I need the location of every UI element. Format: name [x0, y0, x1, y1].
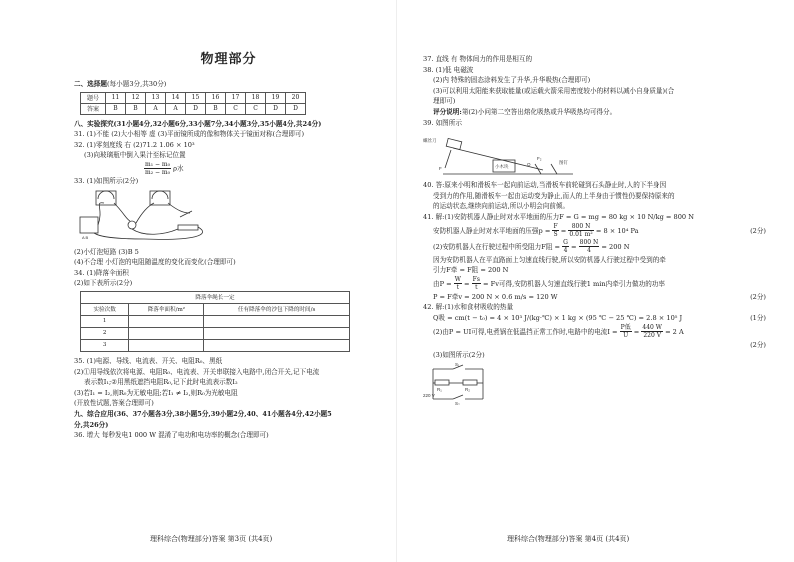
answer-35-3: (3)若I₁ = I₂,则R₀为无敏电阻;若I₁ ≠ I₂,则R₀为光敏电阻: [74, 388, 238, 397]
section-8-heading: 八、实验探究(31小题4分,32小题6分,33小题7分,34小题3分,35小题4分,共24分): [74, 119, 322, 128]
answer-41-4: 因为安防机器人在平直路面上匀速直线行驶,所以安防机器人行驶过程中受到的牵: [433, 255, 666, 264]
answer-33-1: 33. (1)如图所示(2分): [74, 176, 139, 185]
answer-36: 36. 增大 每秒发电1 000 W 混淆了电功和电功率的概念(合理即可): [74, 431, 269, 440]
svg-text:220 V: 220 V: [423, 392, 435, 398]
circuit-diagram-33: [74, 189, 224, 245]
answer-39: 39. 如图所示: [423, 118, 462, 127]
answer-page-4: [397, 0, 794, 562]
table-row: 实验次数 降落伞面积/m² 任有降落伞的沙包下降的时间/s: [81, 303, 350, 315]
table-row: 题号 11 12 13 14 15 16 17 18 19 20: [81, 92, 306, 103]
answer-41-5: 引力F牵 = F阻 = 200 N: [433, 266, 509, 275]
answer-38-1: 38. (1)低 电磁波: [423, 65, 474, 74]
lever-diagram-39: [423, 130, 763, 178]
answer-41-1: 41. 解:(1)安防机器人静止时对水平地面的压力F = G = mg = 80 kg × 10 N/kg = 800 N: [423, 212, 694, 221]
svg-text:R₂: R₂: [465, 386, 470, 392]
answer-42-3: (2)由P = UI可得,电煮锅在低温挡正常工作时,电路中的电流I = $\frac{\text{P低}}{U}$ = $\frac{440 W}{220 V}$ = 2 A: [433, 324, 684, 339]
answer-35-2: (2)①用导线依次将电源、电阻R₀、电流表、开关串联接入电路中,闭合开关,记下电流: [74, 367, 320, 376]
choice-answer-table: [80, 92, 306, 115]
answer-42-2: Q吸 = cm(t − t₀) = 4 × 10³ J/(kg·℃) × 1 kg × (95 ℃ − 25 ℃) = 2.8 × 10⁵ J (1分): [433, 313, 766, 322]
rheostat: [178, 225, 198, 230]
answer-32-formula: $\frac{\text{m₁ − m₀}}{\text{m₂ − m₀}}$ ρ水: [145, 160, 184, 176]
answer-34-1: 34. (1)降落伞面积: [74, 268, 129, 277]
svg-text:S₂: S₂: [455, 400, 460, 405]
svg-text:图钉: 图钉: [559, 160, 568, 166]
section-9-heading-cont: 分,共26分): [74, 420, 109, 429]
answer-41-6: 由P = $\frac{W}{t}$ = $\frac{Fs}{t}$ = Fv可得,安防机器人匀速直线行驶1 min内牵引力做功的功率: [433, 276, 665, 292]
switch-icon: [180, 211, 192, 217]
svg-text:F₂: F₂: [537, 156, 542, 162]
table-row: 3: [81, 339, 350, 351]
answer-32-1: 32. (1)零刻度线 右 (2)71.2 1.06 × 10³: [74, 140, 195, 149]
page-title: 物理部分: [200, 52, 257, 67]
svg-text:S₁: S₁: [455, 362, 460, 367]
answer-38-2: (2)内 特殊的固态涂料发生了升华,升华吸热(合理即可): [433, 76, 591, 85]
page-footer: 理科综合(物理部分)答案 第4页 (共4页): [507, 535, 630, 543]
answer-40-3: 的运动状态,继续向前运动,所以小明会向前倾。: [433, 202, 570, 211]
answer-40-1: 40. 答:原来小明和滑板车一起向前运动,当滑板车前轮碰到石头静止时,人的下半身因: [423, 181, 667, 190]
circuit-diagram-42: [423, 363, 543, 405]
answer-42-4: (3)如图所示(2分): [433, 351, 485, 360]
table-row: 1: [81, 315, 350, 327]
svg-text:O: O: [527, 162, 531, 168]
resistor-r2: [463, 380, 477, 385]
answer-41-3: (2)安防机器人在行驶过程中所受阻力F阻 = $\frac{G}{4}$ = $\frac{800 N}{4}$ = 200 N: [433, 239, 630, 255]
table-row: 答案 B B A A D B C C D D: [81, 103, 306, 114]
switch-s2-icon: [453, 395, 463, 399]
answer-33-4: (4)不合理 小灯泡的电阻随温度的变化而变化(合理即可): [74, 258, 236, 267]
scoring-note: 评分说明:第(2)小问第二空答出熔化吸热或升华吸热均可得分。: [433, 107, 617, 116]
answer-40-2: 受到力的作用,随滑板车一起由运动变为静止,而人的上半身由于惯性仍要保持原来的: [433, 191, 675, 200]
answer-35-1: 35. (1)电源、导线、电流表、开关、电阻R₀、黑纸: [74, 356, 223, 365]
table-row: 降落伞绳长一定: [81, 291, 350, 303]
answer-42-1: 42. 解:(1)水和食材吸收的热量: [423, 303, 514, 312]
pushpin-icon: [551, 164, 557, 174]
force-arrow-f: [445, 150, 451, 168]
table-row: 2: [81, 327, 350, 339]
resistor-r1: [435, 380, 449, 385]
answer-37: 37. 直线 有 物体间力的作用是相互的: [423, 55, 533, 63]
voltmeter: [96, 191, 116, 205]
battery: [80, 217, 98, 233]
section-9-heading: 九、综合应用(36、37小题各3分,38小题5分,39小题2分,40、41小题各4分,42小题5: [74, 409, 332, 418]
svg-text:F: F: [439, 166, 442, 172]
lamp-icon: [128, 221, 136, 229]
answer-38-3: (3)可以利用太阳能来获取能量(或运载火箭采用密度较小的材料以减小自身质量)(合: [433, 86, 675, 95]
svg-text:R₁: R₁: [437, 386, 442, 392]
section-2-heading: 二、选择题(每小题3分,共30分): [74, 80, 167, 88]
answer-35-4: (开放性试题,答案合理即可): [74, 399, 154, 408]
ammeter: [150, 191, 170, 205]
answer-41-2: 安防机器人静止时对水平地面的压强p = $\frac{F}{S}$ = $\frac{800 N}{\text{0.01 m²}}$ = 8 × 10⁴ Pa (2分): [433, 223, 766, 239]
record-table-34: [80, 291, 350, 352]
svg-text:A B: A B: [82, 234, 89, 240]
answer-38-3b: 理即可): [433, 97, 456, 106]
answer-41-7: P = F牵v = 200 N × 0.6 m/s = 120 W (2分): [433, 292, 766, 301]
answer-34-2: (2)如下表所示(2分): [74, 279, 133, 288]
answer-31: 31. (1)不能 (2)大小相等 虚 (3)平面镜所成的像和物体关于镜面对称(合理即可): [74, 130, 305, 139]
answer-42-3-score: (2分): [750, 340, 766, 349]
answer-35-2b: 表示数I₁;②用黑纸遮挡电阻R₀,记下此时电流表示数I₂: [84, 378, 238, 387]
answer-33-2: (2)小灯泡短路 (3)B 5: [74, 247, 139, 256]
page-footer: 理科综合(物理部分)答案 第3页 (共4页): [150, 535, 273, 543]
answer-32-3: (3)向玻璃瓶中倒入果汁至标记位置: [84, 151, 186, 160]
svg-text:小木块: 小木块: [495, 164, 509, 170]
svg-text:螺丝刀: 螺丝刀: [423, 138, 437, 144]
